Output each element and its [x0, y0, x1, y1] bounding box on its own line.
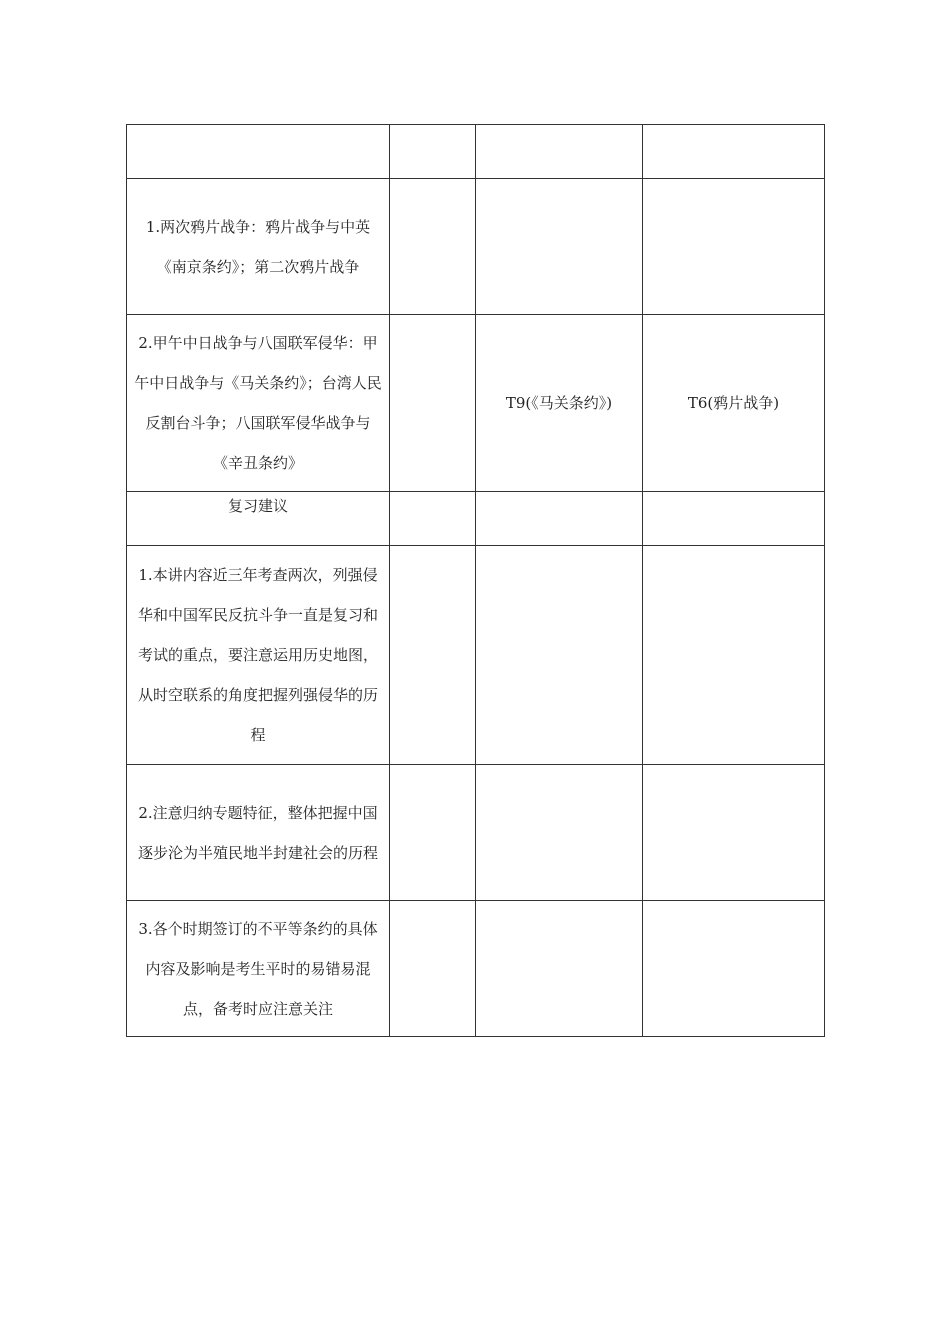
table-cell [643, 546, 825, 765]
table-cell [643, 179, 825, 315]
table-row [127, 125, 825, 179]
table-row [127, 546, 825, 765]
exam-question-cell: T9(《马关条约》) [476, 315, 643, 492]
table-cell [476, 901, 643, 1037]
exam-question-cell: T6(鸦片战争) [643, 315, 825, 492]
suggestion-cell: 3.各个时期签订的不平等条约的具体内容及影响是考生平时的易错易混点，备考时应注意关注 [127, 901, 390, 1037]
table-cell [390, 315, 476, 492]
table-cell [390, 546, 476, 765]
table-cell [390, 179, 476, 315]
table-cell [476, 179, 643, 315]
table-cell [476, 125, 643, 179]
review-suggestions-heading: 复习建议 [127, 492, 390, 546]
suggestion-cell: 1.本讲内容近三年考查两次，列强侵华和中国军民反抗斗争一直是复习和考试的重点，要注意运用历史地图，从时空联系的角度把握列强侵华的历程 [127, 546, 390, 765]
table-cell [476, 765, 643, 901]
table-cell [127, 125, 390, 179]
review-table [126, 124, 825, 1037]
table-cell [390, 125, 476, 179]
table-cell [390, 901, 476, 1037]
suggestion-cell: 2.注意归纳专题特征，整体把握中国逐步沦为半殖民地半封建社会的历程 [127, 765, 390, 901]
table-cell [643, 765, 825, 901]
table-cell [643, 125, 825, 179]
table-cell [390, 492, 476, 546]
table-cell [390, 765, 476, 901]
topic-cell: 2.甲午中日战争与八国联军侵华：甲午中日战争与《马关条约》；台湾人民反割台斗争；八国联军侵华战争与《辛丑条约》 [127, 315, 390, 492]
table-row [127, 492, 825, 546]
table-cell [643, 492, 825, 546]
table-cell [643, 901, 825, 1037]
table-row [127, 179, 825, 315]
table-row [127, 315, 825, 492]
table-cell [476, 546, 643, 765]
table-cell [476, 492, 643, 546]
table-row [127, 765, 825, 901]
topic-cell: 1.两次鸦片战争：鸦片战争与中英《南京条约》；第二次鸦片战争 [127, 179, 390, 315]
table-row [127, 901, 825, 1037]
